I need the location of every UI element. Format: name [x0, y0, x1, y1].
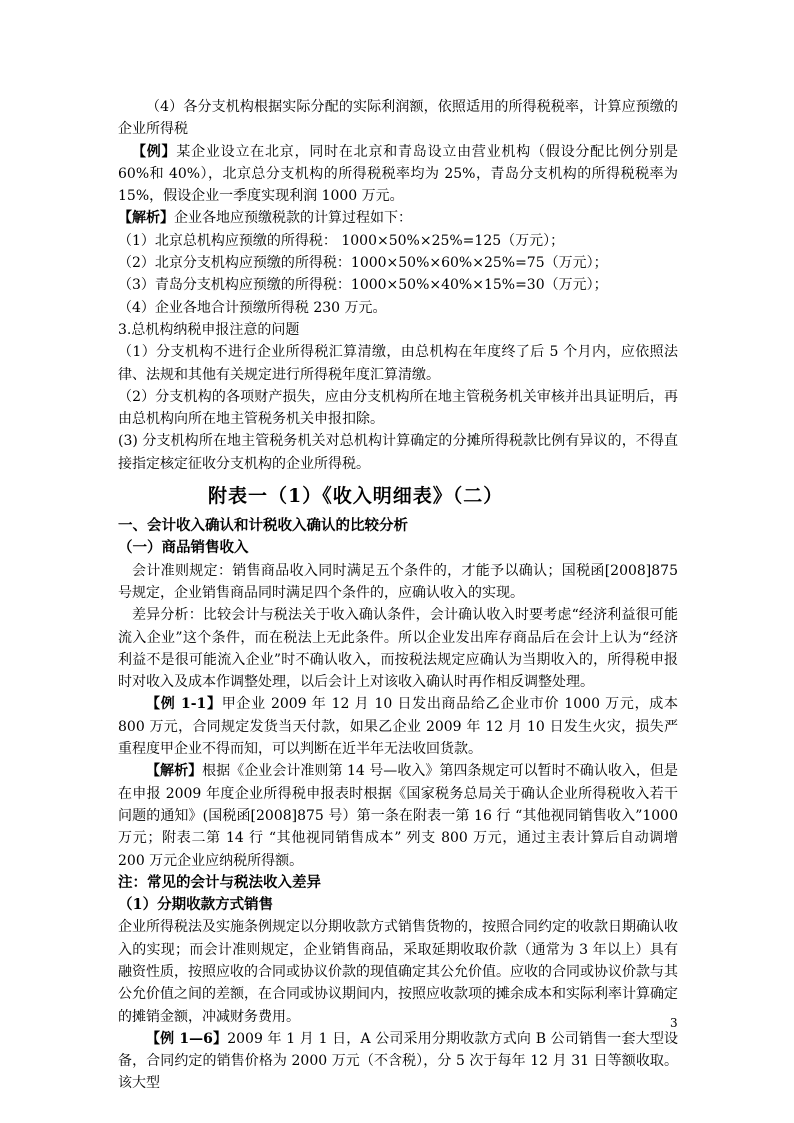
heading-comparison: 一、会计收入确认和计税收入确认的比较分析: [118, 517, 408, 535]
paragraph-example-1-1: [118, 693, 678, 760]
example-1-6-label: 【例 1—6】: [146, 1030, 228, 1047]
paragraph-difference-analysis: 差异分析：比较会计与税法关于收入确认条件，会计确认收入时要考虑“经济利益很可能流入企业”这个条件，而在税法上无此条件。所以企业发出库存商品后在会计上认为“经济利益不是很可能流入企业”时不确认收入，而按税法规定应确认为当期收入的，所得税申报时对收入及成本作调整处理，以后会计上对该收入确认时再作相反调整处理。: [118, 607, 678, 691]
paragraph-branch-prepay: （4）各分支机构根据实际分配的实际利润额，依照适用的所得税税率，计算应预缴的企业所得税: [118, 99, 678, 138]
example-1-1-label: 【例 1-1】: [146, 696, 222, 713]
paragraph-example: [118, 141, 678, 208]
calc-line-3: （3）青岛分支机构应预缴的所得税：1000×50%×40%×15%=30（万元）；: [118, 277, 608, 294]
example-1-6-text: 2009 年 1 月 1 日，A 公司采用分期收款方式向 B 公司销售一套大型设备，合同约定的销售价格为 2000 万元（不含税），分 5 次于每年 12 月 31 日等额收取。该大型: [118, 1030, 678, 1092]
section-heading-filing: 3.总机构纳税申报注意的问题: [118, 321, 300, 338]
example-text: 某企业设立在北京，同时在北京和青岛设立由营业机构（假设分配比例分别是 60%和 40%），北京总分支机构的所得税税率均为 25%，青岛分支机构的所得税税率为 15%，假设企业一季度实现利润 1000 万元。: [118, 143, 679, 205]
example-label: 【例】: [132, 143, 177, 160]
analysis-text: 企业各地应预缴税款的计算过程如下：: [174, 210, 412, 227]
calc-line-2: （2）北京分支机构应预缴的所得税：1000×50%×60%×25%=75（万元）；: [118, 255, 608, 272]
paragraph-example-1-6: [118, 1028, 678, 1095]
heading-goods-sales: （一）商品销售收入: [118, 539, 249, 557]
analysis-label: 【解析】: [118, 210, 174, 227]
paragraph-accounting-rule: 会计准则规定：销售商品收入同时满足五个条件的，才能予以确认；国税函[2008]875 号规定，企业销售商品同时满足四个条件的，应确认收入的实现。: [118, 562, 678, 601]
heading-installment-sales: （1）分期收款方式销售: [118, 896, 274, 914]
paragraph-filing-3: (3) 分支机构所在地主管税务机关对总机构计算确定的分摊所得税款比例有异议的，不得直接指定核定征收分支机构的企业所得税。: [118, 433, 678, 472]
example-1-1-text: 甲企业 2009 年 12 月 10 日发出商品给乙企业市价 1000 万元，成本 800 万元，合同规定发货当天付款，如果乙企业 2009 年 12 月 10 日发生火灾，损失严重程度甲企业不得而知，可以判断在近半年无法收回货款。: [118, 696, 678, 758]
analysis-1-1-label: 【解析】: [146, 763, 203, 780]
paragraph-filing-1: （1）分支机构不进行企业所得税汇算清缴，由总机构在年度终了后 5 个月内，应依照法律、法规和其他有关规定进行所得税年度汇算清缴。: [118, 344, 678, 383]
paragraph-analysis-1-1: [118, 760, 678, 871]
calc-line-4: （4）企业各地合计预缴所得税 230 万元。: [118, 299, 387, 316]
analysis-1-1-text: 根据《企业会计准则第 14 号—收入》第四条规定可以暂时不确认收入，但是在申报 2009 年度企业所得税申报表时根据《国家税务总局关于确认企业所得税收入若干问题的通知》(国税函[2008]875 号）第一条在附表一第 16 行 “其他视同销售收入”1000 万元；附表二第 14 行 “其他视同销售成本” 列支 800 万元，通过主表计算后自动调增 200 万元企业应纳税所得额。: [118, 763, 678, 869]
appendix-title: 附表一（1）《收入明细表》（二）: [208, 485, 504, 508]
paragraph-filing-2: （2）分支机构的各项财产损失，应由分支机构所在地主管税务机关审核并出具证明后，再由总机构向所在地主管税务机关申报扣除。: [118, 388, 678, 428]
heading-common-differences: 注：常见的会计与税法收入差异: [118, 873, 321, 891]
page-number: 3: [670, 1016, 678, 1030]
paragraph-analysis: [118, 207, 678, 229]
paragraph-installment-rules: 企业所得税法及实施条例规定以分期收款方式销售货物的，按照合同约定的收款日期确认收入的实现；而会计准则规定，企业销售商品，采取延期收取价款（通常为 3 年以上）具有融资性质，按照应收的合同或协议价款的现值确定其公允价值。应收的合同或协议价款与其公允价值之间的差额，在合同或协议期间内，按照应收款项的摊余成本和实际利率计算确定的摊销金额，冲减财务费用。: [118, 919, 678, 1025]
calc-line-1: （1）北京总机构应预缴的所得税： 1000×50%×25%=125（万元）；: [118, 232, 565, 249]
page-content: [118, 96, 678, 1095]
